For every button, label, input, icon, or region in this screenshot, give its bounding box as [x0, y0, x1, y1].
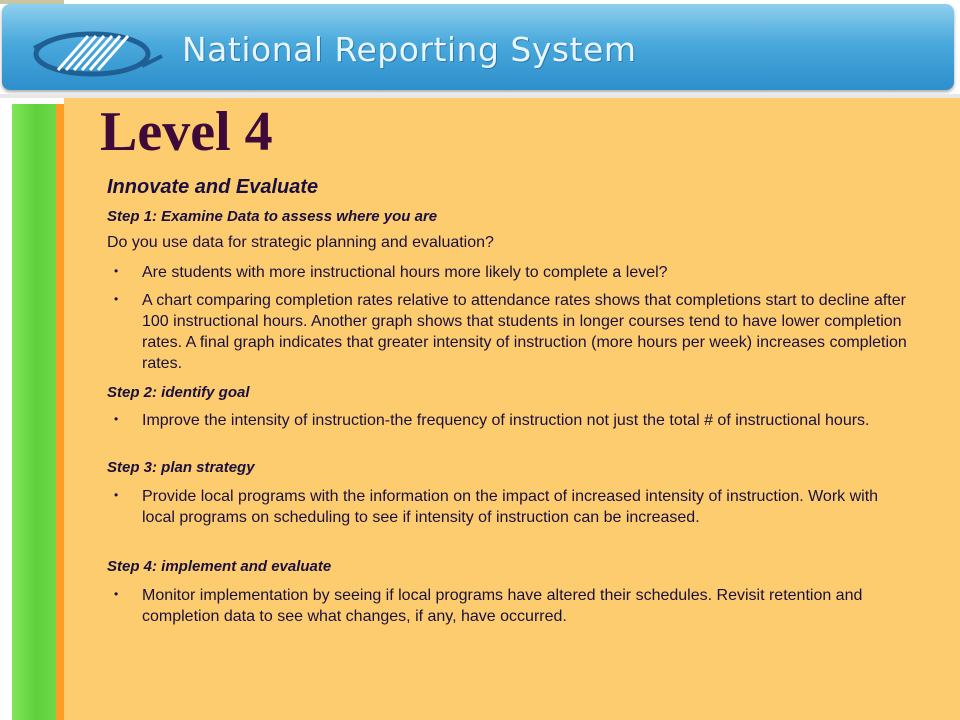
step1-bullet-1: Are students with more instructional hours more likely to complete a level?	[142, 264, 668, 281]
step1-heading: Step 1: Examine Data to assess where you are	[107, 208, 438, 225]
slide-title: Level 4	[100, 101, 273, 163]
brand-title: National Reporting System	[182, 30, 637, 69]
left-margin	[0, 104, 12, 720]
step4-bullet-1: Monitor implementation by seeing if local programs have altered their schedules. Revisit retention and completion data to see what changes, if any, have occurred.	[142, 587, 863, 625]
header-banner	[2, 4, 954, 90]
step1-intro: Do you use data for strategic planning and evaluation?	[107, 234, 494, 251]
step2-bullet-1: Improve the intensity of instruction-the frequency of instruction not just the total # of instructional hours.	[142, 412, 870, 429]
bullet-icon: •	[114, 587, 119, 601]
green-side-bar	[12, 104, 56, 720]
step3-bullet-1: Provide local programs with the information on the impact of increased intensity of instruction. Work with local programs on scheduling to see if intensity of instruction can be increased.	[142, 488, 879, 526]
step2-heading: Step 2: identify goal	[107, 384, 250, 401]
nrs-swoosh-logo-icon	[30, 26, 170, 80]
bullet-icon: •	[114, 488, 119, 502]
slide-subtitle: Innovate and Evaluate	[107, 176, 319, 198]
step3-heading: Step 3: plan strategy	[107, 459, 255, 476]
bullet-icon: •	[114, 292, 119, 306]
step1-bullet-2: A chart comparing completion rates relative to attendance rates shows that completions start to decline after 100 instructional hours. Another graph shows that students in longer courses tend to have lower completion rates. A final graph indicates that greater intensity of instruction (more hours per week) increases completion rates.	[142, 292, 907, 372]
step4-heading: Step 4: implement and evaluate	[107, 558, 332, 575]
bullet-icon: •	[114, 412, 119, 426]
bullet-icon: •	[114, 264, 119, 278]
orange-side-edge	[56, 104, 64, 720]
